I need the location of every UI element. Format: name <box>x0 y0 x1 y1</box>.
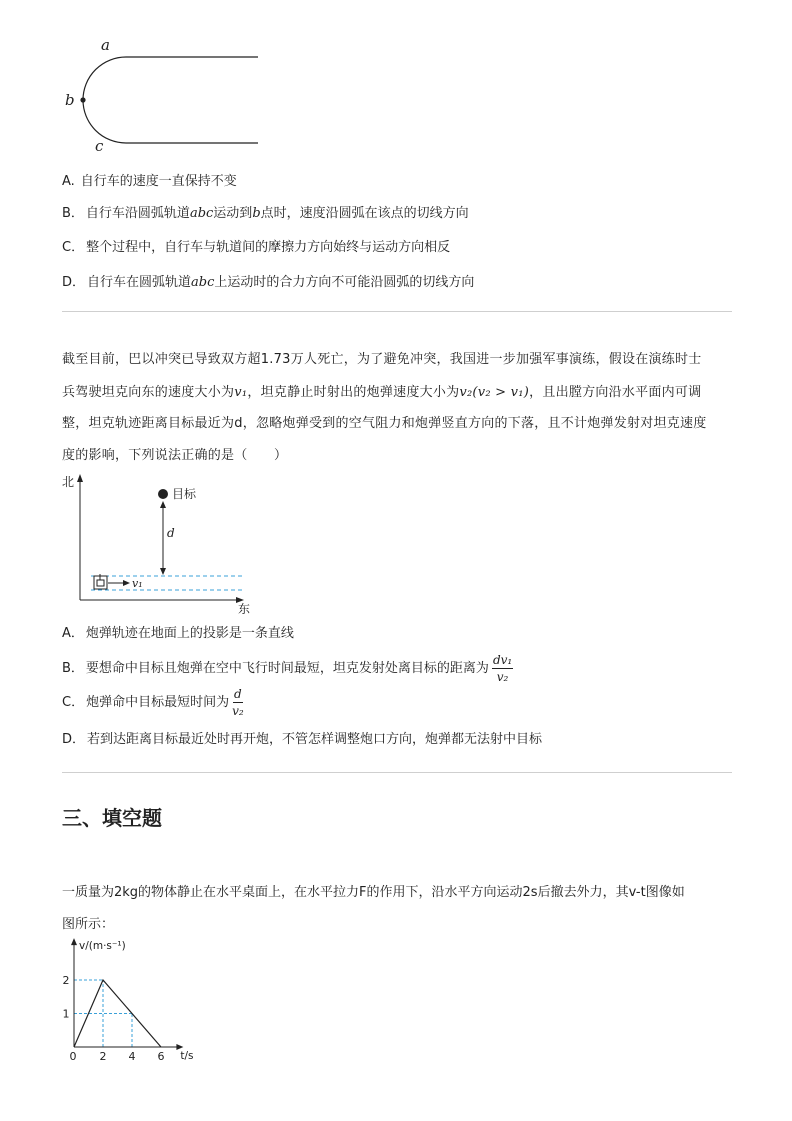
q2-stem-line <box>62 383 701 403</box>
section-heading: 三、填空题 <box>62 806 162 830</box>
velocity-label: v₁ <box>132 577 143 590</box>
option-key: C． <box>62 695 85 710</box>
option-text: 炮弹轨迹在地面上的投影是一条直线 <box>85 626 294 641</box>
q1-option-c <box>62 238 450 258</box>
x-tick-label: 6 <box>157 1050 165 1063</box>
x-tick-label: 4 <box>128 1050 136 1063</box>
north-arrowhead <box>77 474 83 482</box>
x-tick-label: 2 <box>99 1050 107 1063</box>
option-key: B． <box>62 206 84 221</box>
tank-turret-icon <box>97 580 104 586</box>
north-label: 北 <box>62 475 75 489</box>
y-axis-arrowhead <box>71 938 77 945</box>
q3-stem-line: 一质量为2kg的物体静止在水平桌面上，在水平拉力F的作用下，沿水平方向运动2s后撤去外力，其v-t图像如 <box>62 885 685 900</box>
track-figure <box>55 35 270 160</box>
label-b: b <box>65 91 75 109</box>
y-tick-label: 1 <box>62 1007 70 1021</box>
option-text: 点时，速度沿圆弧在该点的切线方向 <box>260 206 469 221</box>
q2-option-b <box>62 653 513 685</box>
option-text: 自行车沿圆弧轨道 <box>85 206 190 221</box>
point-b-dot <box>80 97 85 102</box>
math-v2-condition: v₂(v₂ > v₁) <box>459 385 530 400</box>
divider <box>62 772 732 773</box>
option-key: A. <box>62 174 75 189</box>
option-text: 若到达距离目标最近处时再开炮，不管怎样调整炮口方向，炮弹都无法射中目标 <box>87 732 543 747</box>
option-text: 整个过程中，自行车与轨道间的摩擦力方向始终与运动方向相反 <box>86 240 451 255</box>
label-a: a <box>101 36 110 54</box>
distance-label: d <box>167 526 175 540</box>
x-axis-label: t/s <box>180 1050 194 1062</box>
label-c: c <box>95 137 104 155</box>
stem-text: ，且出膛方向沿水平面内可调 <box>529 385 702 400</box>
option-text: 自行车在圆弧轨道 <box>87 275 192 290</box>
option-text: 运动到 <box>213 206 253 221</box>
fraction-numerator: d <box>234 687 242 701</box>
q2-option-d <box>62 730 542 750</box>
q2-option-a <box>62 624 294 644</box>
option-key: A． <box>62 626 84 641</box>
option-key: C． <box>62 240 85 255</box>
tank-figure <box>55 470 255 620</box>
option-text: 自行车的速度一直保持不变 <box>80 174 237 189</box>
fraction-denominator: v₂ <box>232 704 244 718</box>
math-b: b <box>252 206 261 221</box>
q2-option-c <box>62 687 244 719</box>
option-key: D． <box>62 732 86 747</box>
math-abc: abc <box>191 275 215 290</box>
option-text: 炮弹命中目标最短时间为 <box>86 695 230 710</box>
q1-option-b <box>62 204 469 224</box>
divider <box>62 311 732 312</box>
q2-stem-line: 整，坦克轨迹距离目标最近为d，忽略炮弹受到的空气阻力和炮弹竖直方向的下落，且不计炮弹发射对坦克速度 <box>62 416 707 431</box>
vt-graph <box>55 935 205 1065</box>
track-path <box>83 57 258 143</box>
option-key: B． <box>62 661 84 676</box>
q2-stem-line: 度的影响，下列说法正确的是（ ） <box>62 448 288 463</box>
stem-text: 兵驾驶坦克向东的速度大小为 <box>62 385 235 400</box>
velocity-arrowhead <box>123 580 130 586</box>
y-tick-label: 2 <box>62 974 70 987</box>
x-tick-label: 0 <box>69 1050 77 1063</box>
fraction-numerator: dv₁ <box>492 653 513 667</box>
series-line <box>74 980 161 1047</box>
fraction-denominator: v₂ <box>496 670 509 684</box>
east-label: 东 <box>238 602 251 616</box>
y-axis-label: v/(m·s⁻¹) <box>79 940 126 953</box>
stem-text: ，坦克静止时射出的炮弹速度大小为 <box>247 385 460 400</box>
q3-stem-line: 图所示： <box>62 917 115 932</box>
option-key: D． <box>62 275 86 290</box>
target-label: 目标 <box>172 487 197 501</box>
q1-option-a <box>62 172 237 192</box>
math-abc: abc <box>189 206 214 221</box>
math-v1: v₁ <box>234 385 248 400</box>
q2-stem-line: 截至目前，巴以冲突已导致双方超1.73万人死亡，为了避免冲突，我国进一步加强军事演练，假设在演练时士 <box>62 352 702 367</box>
distance-arrowhead-bottom <box>160 568 166 575</box>
target-dot <box>158 489 168 499</box>
fraction <box>232 687 244 718</box>
fraction <box>492 653 513 684</box>
distance-arrowhead-top <box>160 501 166 508</box>
q1-option-d <box>62 273 474 293</box>
option-text: 上运动时的合力方向不可能沿圆弧的切线方向 <box>214 275 475 290</box>
option-text: 要想命中目标且炮弹在空中飞行时间最短，坦克发射处离目标的距离为 <box>85 661 489 676</box>
